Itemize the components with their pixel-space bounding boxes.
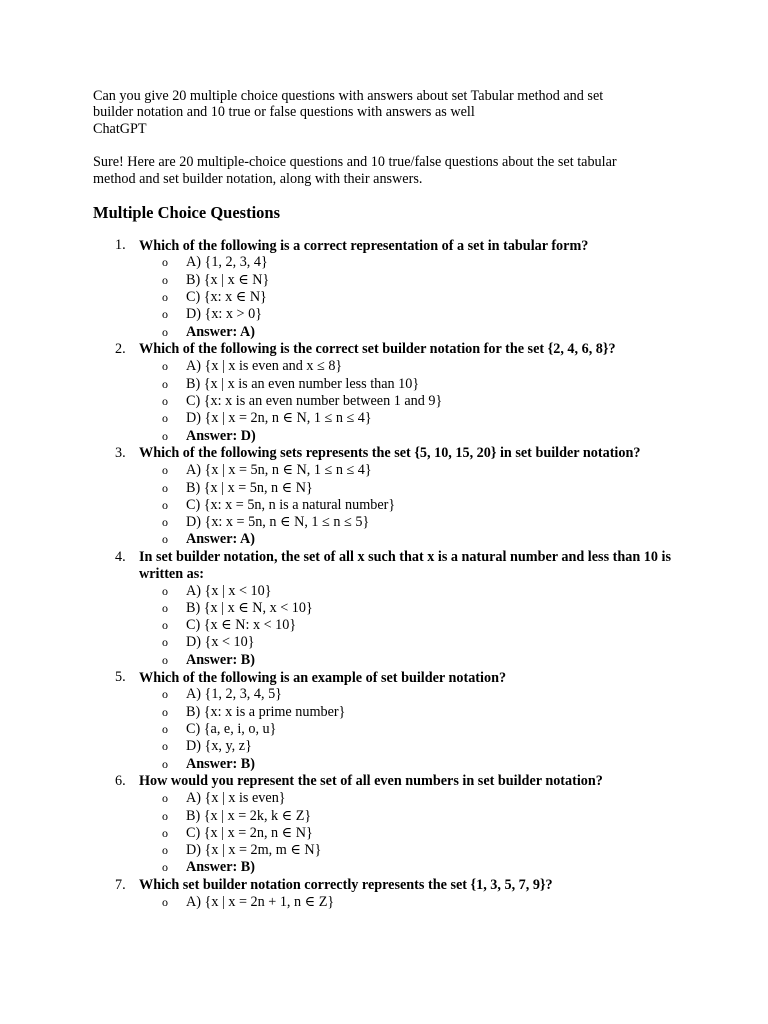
bullet-icon: o [162, 618, 168, 633]
option-item [139, 480, 693, 497]
bullet-icon: o [162, 860, 168, 875]
prompt-line-2: builder notation and 10 true or false questions with answers as well [93, 104, 475, 121]
option-text: B) {x | x ∈ N, x < 10} [186, 599, 313, 616]
question-item [93, 877, 693, 912]
answer-item [139, 428, 693, 445]
answer-text: Answer: D) [186, 427, 256, 444]
option-text: A) {x | x is even} [186, 790, 286, 807]
question-item [93, 341, 693, 445]
option-item [139, 790, 693, 807]
option-item [139, 721, 693, 738]
bullet-icon: o [162, 463, 168, 478]
option-text: A) {1, 2, 3, 4, 5} [186, 686, 282, 703]
option-item [139, 289, 693, 306]
bullet-icon: o [162, 583, 168, 598]
intro-line-2: method and set builder notation, along with their answers. [93, 170, 423, 187]
option-text: D) {x, y, z} [186, 738, 252, 755]
question-text: How would you represent the set of all even numbers in set builder notation? [139, 773, 603, 790]
question-number: 4. [115, 548, 126, 565]
bullet-icon: o [162, 359, 168, 374]
bullet-icon: o [162, 393, 168, 408]
bullet-icon: o [162, 704, 168, 719]
answer-text: Answer: B) [186, 651, 255, 668]
option-list [139, 583, 693, 669]
option-item [139, 634, 693, 651]
option-item [139, 842, 693, 859]
question-item [93, 549, 693, 669]
question-text: In set builder notation, the set of all x such that x is a natural number and less than 10 is written as: [139, 549, 671, 582]
option-list [139, 358, 693, 444]
option-list [139, 254, 693, 340]
answer-item [139, 531, 693, 548]
option-text: C) {x: x is an even number between 1 and 9} [186, 392, 443, 409]
option-item [139, 600, 693, 617]
option-list [139, 790, 693, 876]
question-number: 1. [115, 237, 126, 254]
bullet-icon: o [162, 791, 168, 806]
bullet-icon: o [162, 687, 168, 702]
option-text: B) {x | x = 5n, n ∈ N} [186, 479, 313, 496]
question-item [93, 773, 693, 877]
answer-text: Answer: A) [186, 323, 255, 340]
bullet-icon: o [162, 808, 168, 823]
option-list [139, 894, 693, 911]
option-item [139, 738, 693, 755]
option-text: D) {x: x = 5n, n ∈ N, 1 ≤ n ≤ 5} [186, 514, 370, 531]
question-number: 3. [115, 444, 126, 461]
option-item [139, 704, 693, 721]
option-item [139, 254, 693, 271]
prompt-author: ChatGPT [93, 120, 147, 137]
question-number: 2. [115, 340, 126, 357]
option-text: D) {x < 10} [186, 634, 255, 651]
option-text: D) {x | x = 2n, n ∈ N, 1 ≤ n ≤ 4} [186, 410, 372, 427]
option-text: C) {x: x = 5n, n is a natural number} [186, 496, 396, 513]
bullet-icon: o [162, 411, 168, 426]
option-list [139, 686, 693, 772]
option-text: A) {1, 2, 3, 4} [186, 254, 268, 271]
option-item [139, 825, 693, 842]
question-number: 5. [115, 669, 126, 685]
prompt-line-1: Can you give 20 multiple choice questions with answers about set Tabular method and set [93, 88, 604, 104]
option-item [139, 462, 693, 479]
bullet-icon: o [162, 895, 168, 910]
option-text: C) {a, e, i, o, u} [186, 721, 277, 737]
option-text: D) {x | x = 2m, m ∈ N} [186, 842, 322, 859]
document-page [93, 88, 693, 911]
option-text: A) {x | x < 10} [186, 582, 272, 599]
bullet-icon: o [162, 480, 168, 495]
bullet-icon: o [162, 428, 168, 443]
option-item [139, 808, 693, 825]
option-item [139, 376, 693, 393]
bullet-icon: o [162, 307, 168, 322]
question-list [93, 237, 693, 911]
answer-item [139, 324, 693, 341]
option-text: B) {x: x is a prime number} [186, 703, 346, 720]
option-text: A) {x | x is even and x ≤ 8} [186, 358, 343, 375]
question-item [93, 669, 693, 773]
question-text: Which of the following is an example of set builder notation? [139, 669, 507, 686]
bullet-icon: o [162, 324, 168, 339]
bullet-icon: o [162, 652, 168, 667]
bullet-icon: o [162, 515, 168, 530]
question-text: Which of the following is the correct set builder notation for the set {2, 4, 6, 8}? [139, 341, 616, 358]
option-item [139, 272, 693, 289]
question-number: 6. [115, 772, 126, 789]
bullet-icon: o [162, 376, 168, 391]
answer-item [139, 756, 693, 773]
option-item [139, 894, 693, 911]
option-text: B) {x | x ∈ N} [186, 271, 270, 288]
bullet-icon: o [162, 600, 168, 615]
bullet-icon: o [162, 272, 168, 287]
question-text: Which of the following is a correct representation of a set in tabular form? [139, 237, 589, 254]
answer-text: Answer: B) [186, 755, 255, 772]
option-item [139, 514, 693, 531]
bullet-icon: o [162, 290, 168, 305]
question-item [93, 445, 693, 549]
option-text: B) {x | x = 2k, k ∈ Z} [186, 807, 312, 824]
section-heading: Multiple Choice Questions [93, 203, 281, 223]
bullet-icon: o [162, 739, 168, 754]
option-item [139, 410, 693, 427]
answer-item [139, 859, 693, 876]
bullet-icon: o [162, 722, 168, 736]
option-text: C) {x | x = 2n, n ∈ N} [186, 824, 313, 841]
option-item [139, 583, 693, 600]
answer-item [139, 652, 693, 669]
option-text: C) {x ∈ N: x < 10} [186, 617, 297, 634]
option-text: B) {x | x is an even number less than 10} [186, 375, 420, 392]
option-item [139, 393, 693, 410]
question-text: Which of the following sets represents the set {5, 10, 15, 20} in set builder notation? [139, 445, 641, 462]
question-item [93, 237, 693, 341]
option-text: A) {x | x = 2n + 1, n ∈ Z} [186, 894, 335, 911]
bullet-icon: o [162, 756, 168, 771]
intro-line-1: Sure! Here are 20 multiple-choice questions and 10 true/false questions about the set tabular [93, 154, 617, 171]
bullet-icon: o [162, 635, 168, 650]
bullet-icon: o [162, 825, 168, 840]
bullet-icon: o [162, 843, 168, 858]
question-number: 7. [115, 876, 126, 893]
option-text: A) {x | x = 5n, n ∈ N, 1 ≤ n ≤ 4} [186, 462, 372, 479]
answer-text: Answer: A) [186, 531, 255, 548]
question-text: Which set builder notation correctly represents the set {1, 3, 5, 7, 9}? [139, 877, 553, 894]
option-item [139, 358, 693, 375]
bullet-icon: o [162, 255, 168, 270]
option-text: C) {x: x ∈ N} [186, 289, 267, 306]
option-item [139, 306, 693, 323]
option-list [139, 462, 693, 548]
option-text: D) {x: x > 0} [186, 306, 263, 323]
option-item [139, 686, 693, 703]
bullet-icon: o [162, 532, 168, 547]
answer-text: Answer: B) [186, 859, 255, 876]
bullet-icon: o [162, 497, 168, 512]
option-item [139, 617, 693, 634]
option-item [139, 497, 693, 514]
